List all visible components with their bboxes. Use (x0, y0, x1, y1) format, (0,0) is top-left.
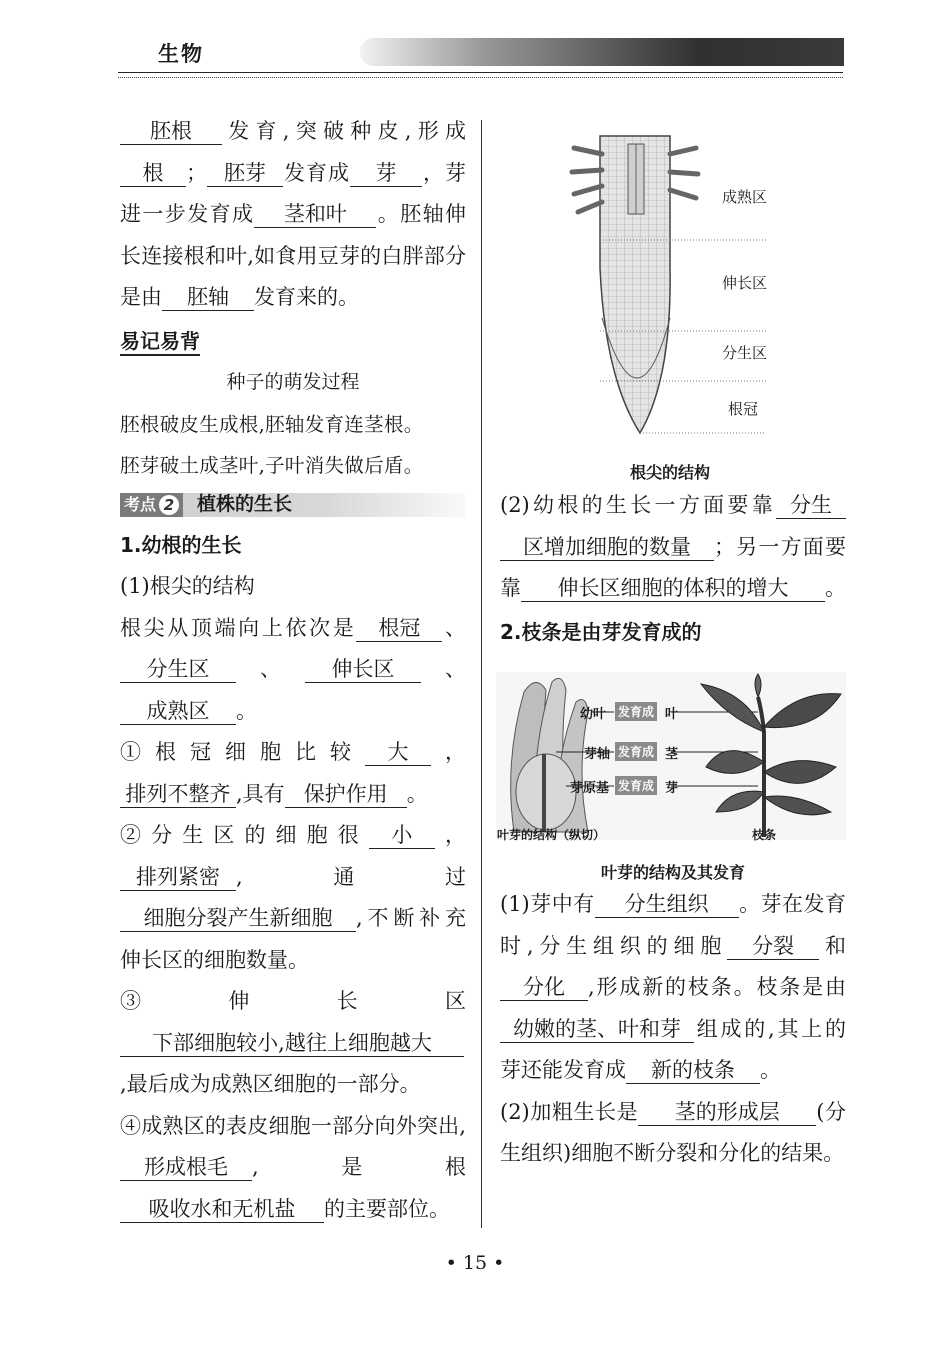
column-divider (481, 120, 482, 1228)
figure-caption: 根尖的结构 (629, 463, 710, 482)
label-leaf: 叶 (665, 707, 679, 722)
answer-blank: 大 (365, 739, 431, 766)
text: ；另一方面要靠 (500, 534, 846, 600)
text: 。 (406, 781, 428, 806)
text: 。 (236, 698, 257, 723)
text: (2)加粗生长是 (500, 1099, 639, 1124)
memory-title: 易记易背 (120, 328, 200, 356)
develops-into-box: 发育成 (615, 742, 657, 761)
answer-blank: 幼嫩的茎、叶和芽 (500, 1016, 694, 1043)
text: 根尖从顶端向上依次是 (120, 615, 357, 640)
header-rule-dotted (118, 77, 843, 78)
answer-blank: 茎和叶 (254, 201, 376, 228)
text: 组成的,其上的芽还能发育成 (500, 1016, 846, 1082)
paragraph-elongation (120, 981, 466, 1106)
text: 发育成 (283, 160, 350, 185)
answer-blank: 形成根毛 (120, 1154, 252, 1181)
answer-blank: 伸长区 (305, 656, 421, 683)
poem-line: 胚芽破土成茎叶,子叶消失做后盾。 (120, 454, 424, 477)
kaodian-tag (120, 493, 183, 517)
text: 、 (236, 657, 305, 681)
label-maturation-zone: 成熟区 (722, 188, 768, 206)
text: ④成熟区的表皮细胞一部分向外突出, (120, 1113, 466, 1138)
header-rule (118, 72, 843, 73)
paragraph-seed-development (120, 111, 466, 319)
paragraph-root-cap (120, 732, 466, 815)
text: 、 (421, 657, 466, 681)
text: ①根冠细胞比较 (120, 740, 365, 764)
text: 和 (819, 933, 846, 958)
text: 。胚轴伸长连接根和叶,如食用豆芽的白胖部分是由 (120, 202, 467, 309)
text: ， (431, 740, 466, 764)
section-heading: 2.枝条是由芽发育成的 (500, 619, 702, 644)
paragraph-thickening (500, 1092, 846, 1175)
kaodian-tag-text: 考点 (124, 494, 157, 514)
right-column-bottom (500, 884, 846, 1175)
answer-blank: 区增加细胞的数量 (500, 534, 714, 561)
answer-blank: 保护作用 (285, 781, 407, 808)
header-bar (360, 38, 844, 66)
label-elongation-zone: 伸长区 (722, 274, 768, 292)
text: 的主要部位。 (324, 1196, 450, 1221)
label-bud-primordium: 芽原基 (570, 781, 610, 796)
answer-blank: 胚芽 (207, 160, 283, 187)
paragraph-bud-development (500, 884, 846, 1092)
memory-section (120, 321, 466, 363)
poem-title: 种子的萌发过程 (226, 371, 360, 393)
paragraph-maturation (120, 1106, 466, 1231)
text: ③伸长区 (120, 989, 466, 1013)
develops-into-box: 发育成 (615, 776, 657, 795)
answer-blank: 排列紧密 (120, 864, 236, 891)
answer-blank: 分裂 (727, 933, 819, 960)
label-stem: 茎 (665, 747, 679, 762)
right-column-top (500, 485, 846, 653)
answer-blank: 茎的形成层 (638, 1099, 816, 1126)
develops-into-box: 发育成 (615, 702, 657, 721)
sublabel-bud-section: 叶芽的结构（纵切） (497, 828, 606, 842)
answer-blank: 分生 (776, 492, 846, 519)
answer-blank: 分生组织 (595, 891, 739, 918)
answer-blank: 伸长区细胞的体积的增大 (521, 575, 825, 602)
paragraph-root-tip (120, 608, 466, 733)
text: ， (422, 160, 445, 185)
label-young-leaf: 幼叶 (580, 707, 607, 722)
answer-blank: 胚轴 (162, 284, 254, 311)
answer-blank: 小 (369, 822, 435, 849)
label-meristem-zone: 分生区 (722, 344, 768, 362)
text: ,是根 (252, 1155, 466, 1179)
text: (分生组织)细胞不断分裂和分化的结果。 (500, 1099, 846, 1165)
text: ， (434, 823, 467, 847)
paragraph-root-growth (500, 485, 846, 610)
answer-blank: 芽 (350, 160, 422, 187)
subsection-heading: (1)根尖的结构 (120, 574, 255, 598)
text: 发育来的。 (254, 285, 359, 309)
text: 、 (442, 615, 467, 640)
answer-blank: 排列不整齐 (120, 781, 236, 808)
page-number: • 15 • (445, 1252, 505, 1274)
text: 发育,突破种皮,形成 (222, 119, 466, 143)
answer-blank: 根冠 (356, 615, 442, 642)
label-root-cap: 根冠 (728, 400, 759, 418)
text: ,最后成为成熟区细胞的一部分。 (120, 1072, 421, 1096)
text: ,具有 (236, 781, 285, 806)
answer-blank: 分生区 (120, 656, 236, 683)
bud-section-drawing (511, 678, 588, 832)
answer-blank: 细胞分裂产生新细胞 (120, 905, 356, 932)
answer-blank: 吸收水和无机盐 (120, 1196, 324, 1223)
label-bud: 芽 (665, 781, 679, 796)
kaodian-title: 植株的生长 (197, 492, 293, 515)
answer-blank: 新的枝条 (626, 1057, 760, 1084)
kaodian-banner (120, 493, 466, 517)
label-bud-axis: 芽轴 (584, 747, 611, 762)
subject-title: 生物 (158, 42, 204, 66)
section-heading: 1.幼根的生长 (120, 532, 242, 557)
kaodian-number: 2 (159, 495, 179, 515)
text: 。芽在发育时,分生组织的细胞 (500, 892, 847, 958)
text: (2)幼根的生长一方面要靠 (500, 493, 776, 517)
answer-blank: 分化 (500, 974, 588, 1001)
poem-line: 胚根破皮生成根,胚轴发育连茎根。 (120, 412, 424, 436)
sublabel-branch: 枝条 (752, 828, 777, 842)
text: (1)芽中有 (500, 892, 595, 916)
text: ； (186, 160, 207, 185)
figure-caption: 叶芽的结构及其发育 (600, 863, 745, 882)
answer-blank: 下部细胞较小,越往上细胞越大 (120, 1030, 464, 1057)
text: 。 (760, 1058, 781, 1082)
answer-blank: 成熟区 (120, 698, 236, 725)
text: ,通过 (236, 864, 466, 889)
answer-blank: 根 (120, 160, 186, 187)
text: ,不断补充伸长区的细胞数量。 (120, 906, 466, 972)
answer-blank: 胚根 (120, 118, 222, 145)
text: 。 (825, 576, 846, 600)
paragraph-meristem (120, 815, 466, 981)
text: ②分生区的细胞很 (120, 823, 369, 847)
text: 芽进一步发育成 (120, 160, 466, 226)
left-column (120, 111, 466, 1230)
text: ,形成新的枝条。枝条是由 (588, 975, 846, 999)
